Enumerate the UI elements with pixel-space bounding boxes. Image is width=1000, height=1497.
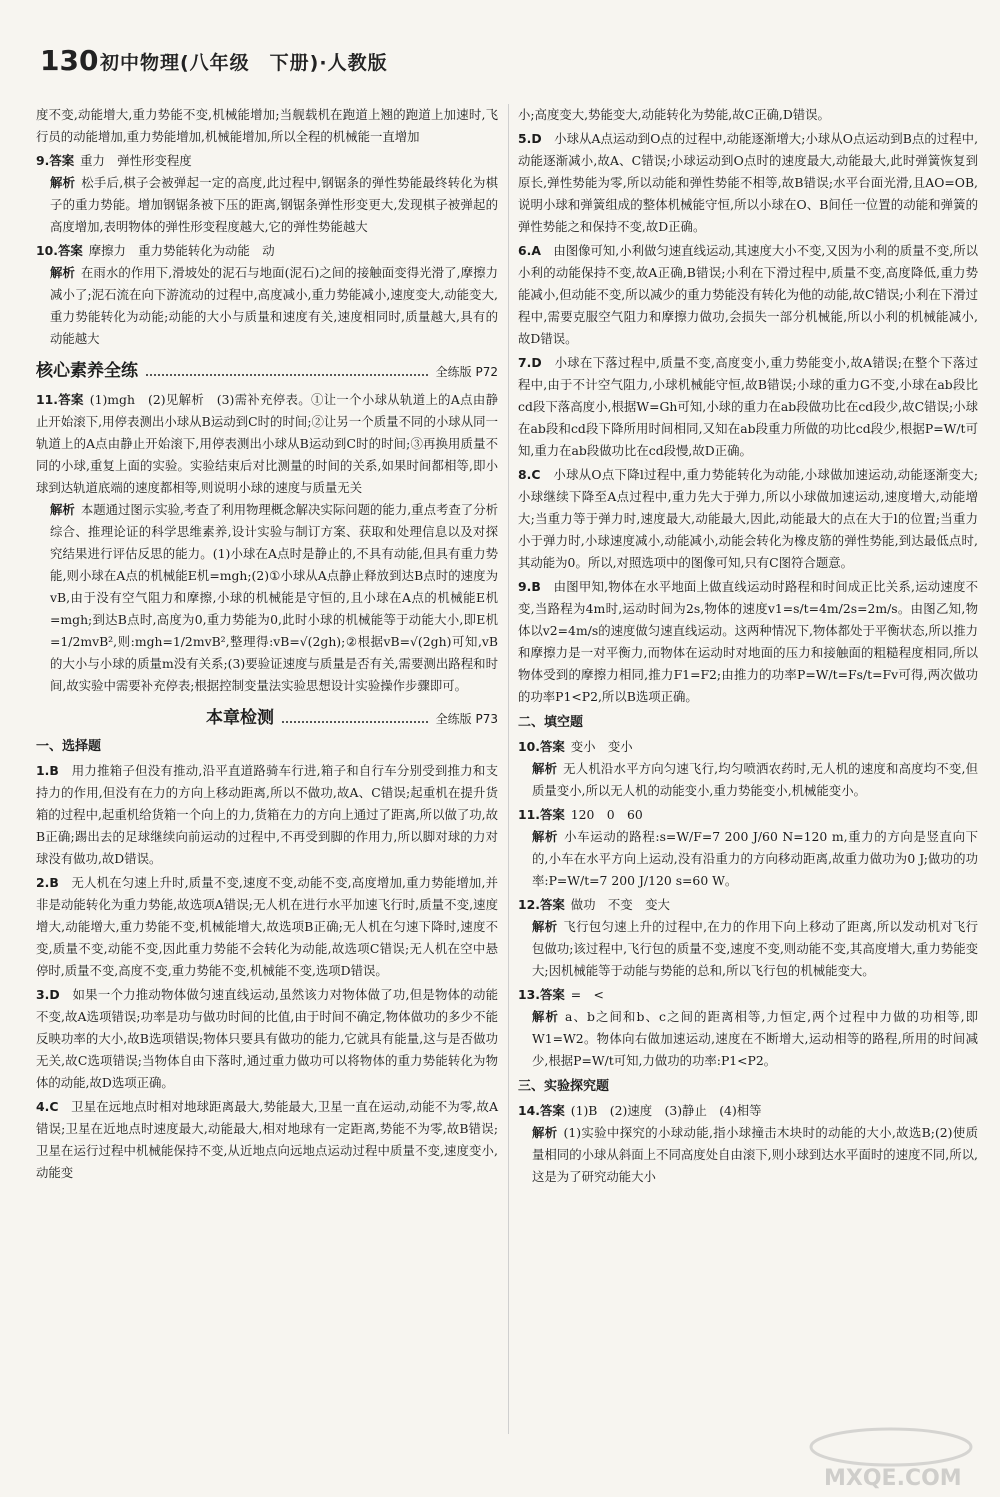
left-column [36,104,498,1186]
question-6: 6.A 由图像可知,小利做匀速直线运动,其速度大小不变,又因为小利的质量不变,所以小利的动能保持不变,故A正确,B错误;小利在下滑过程中,质量不变,高度降低,重力势能减小,但动能不变,所以减少的重力势能没有转化为他的动能,故C错误;小利在下滑过程中,需要克服空气阻力和摩擦力做功,会损失一部分机械能,所以小利的机械能减小,故D错误。 [518,243,979,346]
answer-label: 答案 [539,1103,565,1118]
question-9: 9.答案 重力 弹性形变程度 解析 松手后,棋子会被弹起一定的高度,此过程中,钢锯条的弹性势能最终转化为棋子的重力势能。增加钢锯条被下压的距离,钢锯条弹性形变更大,发现棋子被弹起的高度增加,表明物体的弹性形变程度越大,它的弹性势能越大 [36,153,498,234]
analysis-label: 解析 [50,502,75,517]
question-2: 2.B 无人机在匀速上升时,质量不变,速度不变,动能不变,高度增加,重力势能增加,并非是动能转化为重力势能,故选项A错误;无人机在进行水平加速飞行时,质量不变,速度增大,动能增大,重力势能不变,机械能增大,故选项B正确;无人机在匀速下降时,速度不变,质量不变,动能不变,因此重力势能不会转化为动能,故选项C错误;无人机在空中悬停时,质量不变,高度不变,重力势能不变,机械能不变,选项D错误。 [36,875,498,978]
analysis-label: 解析 [532,829,559,844]
continued-text: 度不变,动能增大,重力势能不变,机械能增加;当舰载机在跑道上翘的跑道上加速时,飞行员的动能增加,重力势能增加,机械能增加,所以全程的机械能一直增加 [36,107,498,144]
analysis-text: 在雨水的作用下,滑坡处的泥石与地面(泥石)之间的接触面变得光滑了,摩擦力减小了;泥石流在向下游流动的过程中,高度减小,重力势能减小,速度变大,动能变大,重力势能转化为动能;动能的大小与质量和速度有关,速度相同时,质量越大,具有的动能越大 [50,265,498,346]
column-divider [508,104,509,1434]
page-header [40,44,980,78]
dotted-leader [282,721,428,723]
question-1: 1.B 用力推箱子但没有推动,沿平直道路骑车行进,箱子和自行车分别受到推力和支持力的作用,但没有在力的方向上移动距离,所以不做功,故A、C错误;起重机在提升货箱的过程中,起重机给货箱一个向上的力,货箱在力的方向上通过了距离,所以做了功,故B正确;踢出去的足球继续向前运动的过程中,不再受到脚的作用力,所以脚对球的力对球没有做功,故D错误。 [36,763,498,866]
right-column [518,104,978,1190]
section-title: 核心素养全练 [36,361,138,381]
book-title: 初中物理(八年级 下册)·人教版 [100,52,388,74]
answer-text: 摩擦力 重力势能转化为动能 动 [88,243,275,258]
answer-label: 答案 [539,739,565,754]
page-number: 130 [40,44,99,77]
question-12b: 12.答案 做功 不变 变大 解析 飞行包匀速上升的过程中,在力的作用下向上移动了距离,所以发动机对飞行包做功;该过程中,飞行包的质量不变,速度不变,则动能不变,其高度增大,重力势能变大;因机械能等于动能与势能的总和,所以飞行包的机械能变大。 [518,897,978,978]
answer-label: 答案 [539,807,565,822]
analysis-label: 解析 [50,175,76,190]
section-ref: 全练版 P73 [435,712,498,726]
dotted-leader [146,374,428,376]
question-8: 8.C 小球从O点下降l过程中,重力势能转化为动能,小球做加速运动,动能逐渐变大;小球继续下降至A点过程中,重力先大于弹力,所以小球做加速运动,速度增大,动能增大;当重力等于弹力时,速度最大,动能最大,因此,动能最大的点在大于l的位置;当重力小于弹力时,小球速度减小,动能减小,动能会转化为橡皮筋的弹性势能,到达最低点时,其动能为0。所以,对照选项中的图像可知,只有C图符合题意。 [518,467,978,570]
answer-label: 答案 [57,392,84,407]
question-4: 4.C 卫星在远地点时相对地球距离最大,势能最大,卫星一直在运动,动能不为零,故A错误;卫星在近地点时速度最大,动能最大,相对地球有一定距离,势能不为零,故B错误;卫星在运行过程中机械能保持不变,从近地点向远地点运动过程中质量不变,速度变小,动能变 [36,1099,499,1180]
continued-text: 小;高度变大,势能变大,动能转化为势能,故C正确,D错误。 [518,107,830,122]
answer-text: (1)mgh (2)见解析 (3)需补充停表。①让一个小球从轨道上的A点由静止开始滚下,用停表测出小球从B运动到C时的时间;②让另一个质量不同的小球从同一轨道上的A点由静止开始滚下,用停表测出小球从B运动到C时的时间;③再换用质量不同的小球,重复上面的实验。实验结束后对比测量的时间的关系,如果时间都相等,即小球到达轨道底端的速度都相等,则说明小球的速度与质量无关 [36,392,499,495]
analysis-text: 本题通过图示实验,考查了利用物理概念解决实际问题的能力,重点考查了分析综合、推理论证的科学思维素养,设计实验与制订方案、获取和处理信息以及对探究结果进行评估反思的能力。(1)小球在A点时是静止的,不具有动能,但具有重力势能,则小球在A点的机械能E机=mgh;(2)①小球从A点静止释放到达B点时的速度为vB,由于没有空气阻力和摩擦,小球的机械能是守恒的,且小球在A点的机械能E机=mgh;到达B点时,高度为0,重力势能为0,此时小球的机械能等于动能大小,即E机=1/2mvB²,则:mgh=1/2mvB²,整理得:vB=√(2gh);②根据vB=√(2gh)可知,vB的大小与小球的质量m没有关系;(3)要验证速度与质量是否有关,需要测出路程和时间,故实验中需要补充停表;根据控制变量法实验思想设计实验操作步骤即可。 [50,502,498,693]
analysis-text: 松手后,棋子会被弹起一定的高度,此过程中,钢锯条的弹性势能最终转化为棋子的重力势能。增加钢锯条被下压的距离,钢锯条弹性形变更大,发现棋子被弹起的高度增加,表明物体的弹性形变程度越大,它的弹性势能越大 [50,175,498,234]
analysis-label: 解析 [532,761,558,776]
question-11b: 11.答案 120 0 60 解析 小车运动的路程:s=W/F=7 200 J/60 N=120 m,重力的方向是竖直向下的,小车在水平方向上运动,没有沿重力的方向移动距离,故重力做功为0 J;做功的功率:P=W/t=7 200 J/120 s=60 W。 [518,807,979,888]
question-10: 10.答案 摩擦力 重力势能转化为动能 动 解析 在雨水的作用下,滑坡处的泥石与地面(泥石)之间的接触面变得光滑了,摩擦力减小了;泥石流在向下游流动的过程中,高度减小,重力势能减小,速度变大,动能变大,重力势能转化为动能;动能的大小与质量和速度有关,速度相同时,质量越大,具有的动能越大 [36,243,498,346]
watermark-logo [796,1421,986,1491]
question-11: 11.答案 (1)mgh (2)见解析 (3)需补充停表。①让一个小球从轨道上的A点由静止开始滚下,用停表测出小球从B运动到C时的时间;②让另一个质量不同的小球从同一轨道上的A点由静止开始滚下,用停表测出小球从B运动到C时的时间;③再换用质量不同的小球,重复上面的实验。实验结束后对比测量的时间的关系,如果时间都相等,即小球到达轨道底端的速度都相等,则说明小球的速度与质量无关 解析 本题通过图示实验,考查了利用物理概念解决实际问题的能力,重点考查了分析综合、推理论证的科学思维素养,设计实验与制订方案、获取和处理信息以及对探究结果进行评估反思的能力。(1)小球在A点时是静止的,不具有动能,但具有重力势能,则小球在A点的机械能E机=mgh;(2)①小球从A点静止释放到达B点时的速度为vB,由于没有空气阻力和摩擦,小球的机械能是守恒的,且小球在A点的机械能E机=mgh;到达B点时,高度为0,重力势能为0,此时小球的机械能等于动能大小,即E机=1/2mvB²,则:mgh=1/2mvB²,整理得:vB=√(2gh);②根据vB=√(2gh)可知,vB的大小与小球的质量m没有关系;(3)要验证速度与质量是否有关,需要测出路程和时间,故实验中需要补充停表;根据控制变量法实验思想设计实验操作步骤即可。 [36,392,499,693]
section-title: 本章检测 [206,708,274,728]
section-ref: 全练版 P72 [435,365,498,379]
watermark-text: MXQE.COM [824,1466,962,1491]
answer-label: 答案 [57,243,83,258]
question-5: 5.D 小球从A点运动到O点的过程中,动能逐渐增大;小球从O点运动到B点的过程中,动能逐渐减小,故A、C错误;小球运动到O点时的速度最大,动能最大,此时弹簧恢复到原长,弹性势能为零,所以动能和弹性势能不相等,故B错误;水平台面光滑,且AO=OB,说明小球和弹簧组成的整体机械能守恒,所以小球在O、B间任一位置的动能和弹簧的弹性势能之和保持不变,故D正确。 [518,131,979,234]
question-3: 3.D 如果一个力推动物体做匀速直线运动,虽然该力对物体做了功,但是物体的动能不变,故A选项错误;功率是功与做功时间的比值,由于时间不确定,物体做功的多少不能反映功率的大小,故B选项错误;物体只要具有做功的能力,它就具有能量,这与是否做功无关,故C选项错误;当物体自由下落时,通过重力做功可以将物体的重力势能转化为物体的动能,故D选项正确。 [36,987,498,1090]
section-heading-chapter-test [36,707,498,730]
analysis-label: 解析 [532,1125,558,1140]
subheading-fill: 二、填空题 [518,715,584,730]
section-heading-core [36,360,498,383]
answer-label: 答案 [49,153,75,168]
analysis-label: 解析 [50,265,75,280]
question-14b: 14.答案 (1)B (2)速度 (3)静止 (4)相等 解析 (1)实验中探究的小球动能,指小球撞击木块时的动能的大小,故选B;(2)使质量相同的小球从斜面上不同高度处自由滚下,则小球到达水平面时的速度不同,所以,这是为了研究动能大小 [518,1103,979,1184]
answer-label: 答案 [539,897,565,912]
answer-label: 答案 [539,987,565,1002]
subheading-experiment: 三、实验探究题 [518,1079,610,1094]
question-9b: 9.B 由图甲知,物体在水平地面上做直线运动时路程和时间成正比关系,运动速度不变,当路程为4m时,运动时间为2s,物体的速度v1=s/t=4m/2s=2m/s。由图乙知,物体以v2=4m/s的速度做匀速直线运动。这两种情况下,物体都处于平衡状态,所以推力和摩擦力是一对平衡力,而物体在运动时对地面的压力和接触面的粗糙程度相同,所以物体受到的摩擦力相同,推力F1=F2;由推力的功率P=W/t=Fs/t=Fv可得,两次做功的功率P1<P2,所以B选项正确。 [518,579,978,704]
subheading-choice: 一、选择题 [36,739,102,754]
answer-text: 重力 弹性形变程度 [80,153,192,168]
analysis-label: 解析 [532,1009,559,1024]
question-10b: 10.答案 变小 变小 解析 无人机沿水平方向匀速飞行,均匀喷洒农药时,无人机的速度和高度均不变,但质量变小,所以无人机的动能变小,重力势能变小,机械能变小。 [518,739,978,798]
analysis-label: 解析 [532,919,558,934]
question-7: 7.D 小球在下落过程中,质量不变,高度变小,重力势能变小,故A错误;在整个下落过程中,由于不计空气阻力,小球机械能守恒,故B错误;小球的重力G不变,小球在ab段比cd段下落高度小,根据W=Gh可知,小球的重力在ab段做功比在cd段少,故C错误;小球在ab段和cd段下降所用时间相同,又知在ab段重力所做的功比cd段少,根据P=W/t可知,重力在ab段做功比在cd段慢,故D正确。 [518,355,978,458]
question-13b: 13.答案 = < 解析 a、b之间和b、c之间的距离相等,力恒定,两个过程中力做的功相等,即W1=W2。物体向右做加速运动,速度在不断增大,运动相等的路程,所用的时间减少,根据P=W/t可知,力做功的功率:P1<P2。 [518,987,978,1068]
